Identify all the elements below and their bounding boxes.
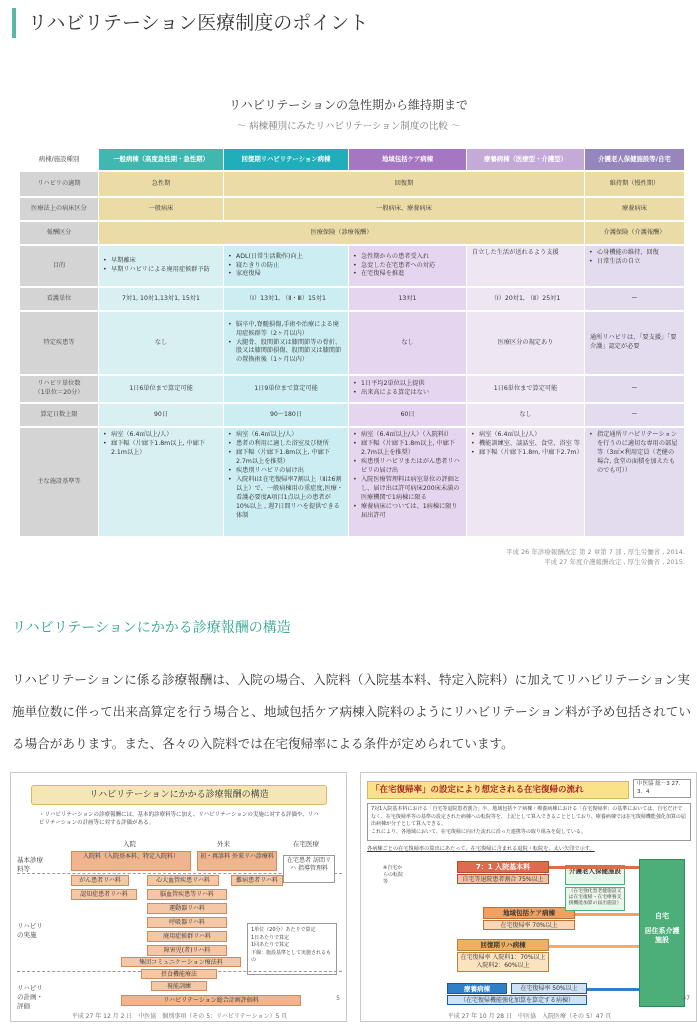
table-cell: • 心身機能の維持、回復 • 日常生活の自立 — [585, 246, 685, 288]
table-cell: （Ⅰ）20対1, （Ⅱ）25対1 — [467, 288, 585, 312]
row-label: 基本診療料等 — [17, 856, 43, 873]
table-row — [20, 198, 685, 222]
source-note: 平成 27 年度介護報酬改定 , 厚生労働省 , 2015. — [544, 558, 685, 566]
thumb-box: がん患者リハ料 — [71, 875, 129, 886]
thumb-page-no: 47 — [682, 995, 690, 1002]
table-cell: 60日 — [349, 404, 467, 428]
thumb-box: 在宅復帰率 入院料1：70%以上 入院料2：60%以上 — [457, 952, 549, 972]
section-heading: リハビリテーションにかかる診療報酬の構造 — [12, 620, 291, 636]
table-cell: 自立した生活が送れるよう支援 — [467, 246, 585, 288]
thumbnail-reimbursement-structure[interactable] — [10, 772, 347, 1022]
table-row — [20, 288, 685, 312]
table-row — [20, 312, 685, 376]
row-label: リハビリの実施 — [17, 922, 43, 939]
table-cell: なし — [467, 404, 585, 428]
table-cell: 維持期（慢性期） — [585, 172, 685, 198]
thumb-box: 呼吸器リハ料 — [147, 917, 227, 928]
thumb-ref: 中医協 総－3 27．3．4 — [633, 779, 691, 798]
thumb-box: 自宅 居住系介護施設 — [639, 859, 685, 1007]
row-label: 算定日数上限 — [20, 404, 99, 428]
thumb-box: 地域包括ケア病棟 — [483, 907, 575, 919]
header-general-ward: 一般病棟（高度急性期・急性期） — [99, 149, 224, 172]
thumb-box: 集団コミュニケーション療法料 — [121, 957, 241, 967]
thumb-box: 運動器リハ料 — [147, 903, 227, 914]
row-label: 目的 — [20, 246, 99, 288]
figure-title: リハビリテーションの急性期から維持期まで — [229, 98, 468, 112]
thumb-title: 「在宅復帰率」の設定により想定される在宅復帰の流れ — [367, 781, 629, 799]
thumb-box: （在宅強化型老健施設又は在宅復帰・在宅療養支援機能加算の届出施設） — [565, 887, 625, 911]
thumb-side-note: ※自宅からの転院等 — [383, 865, 404, 885]
table-cell: ー — [585, 288, 685, 312]
header-community-ward: 地域包括ケア病棟 — [349, 149, 467, 172]
thumb-box: 初・再診料 外来リハ診療料 — [197, 851, 277, 871]
thumb-box: リハビリテーション総合計画評価料 — [121, 995, 301, 1006]
thumb-box: 療養病棟 — [447, 983, 507, 994]
header-care-facility: 介護老人保健施設等/自宅 — [585, 149, 685, 172]
table-cell: 通所リハビリは、「要支援」「要介護」認定が必要 — [585, 312, 685, 376]
row-label: 医療法上の病床区分 — [20, 198, 99, 222]
thumb-box: 回復期リハ病棟 — [457, 939, 549, 951]
row-label: リハビリの適期 — [20, 172, 99, 198]
table-cell: • 1日平均2単位以上提供 • 出来高による算定はない — [349, 376, 467, 404]
table-cell: 1日9単位まで算定可能 — [224, 376, 349, 404]
table-cell: 90日 — [99, 404, 224, 428]
table-cell: ー — [585, 404, 685, 428]
body-paragraph: リハビリテーションに係る診療報酬は、入院の場合、入院料（入院基本料、特定入院料）に加えてリハビリテーション実施単位数に伴って出来高算定を行う場合と、地域包括ケア病棟入院料のようにリハビリテーション料が予め包括されている場合があります。また、各々の入院料では在宅復帰率による条件が定められています。 — [12, 672, 691, 751]
thumb-box: 介護老人保健施設 — [565, 865, 625, 885]
table-cell: 13対1 — [349, 288, 467, 312]
row-label: 特定疾患等 — [20, 312, 99, 376]
thumb-box: 摂食機能療法 — [141, 969, 217, 979]
table-cell: 介護保険（介護報酬） — [585, 222, 685, 246]
thumb-box: 心大血管疾患リハ料 — [147, 875, 219, 886]
table-row — [20, 376, 685, 404]
table-cell: 1日6単位まで算定可能 — [99, 376, 224, 404]
row-label: リハビリの計画・評価 — [17, 984, 43, 1010]
table-row — [20, 404, 685, 428]
table-cell: • 病室（6.4㎡以上/人）（入院料Ⅰ） • 廊下幅（片廊下1.8m以上, 中廊下2.7m以上を推奨） • 疾患別リハビリまたはがん患者リハビリの届け出 • 入院医療管理料は病室単位の評価とし、届け出は許可病床200床未満の医療機関で1病棟に限る • 療養病床については、1病棟に限り届出許可 — [349, 428, 467, 538]
thumb-bullets: 7対1入院基本料における「自宅等退院患者割合」や、地域包括ケア病棟・療養病棟における「在宅復帰率」の基準においては、自宅だけでなく、在宅復帰率等の基準の設定された病棟への転院等を、上記として算入できることとしており、療養病棟では在宅復帰機能強化加算の届出病棟が分子として算入できる。 これにより、各地域において、在宅復帰に向けた流れに沿った連携等の取り組みを促している。 — [367, 803, 691, 841]
table-row — [20, 246, 685, 288]
thumb-page-no: 5 — [336, 995, 340, 1002]
table-cell: 医療区分の規定あり — [467, 312, 585, 376]
header-long-term-ward: 療養病棟（医療型・介護型） — [467, 149, 585, 172]
row-label: 看護単位 — [20, 288, 99, 312]
figure-subtitle: ～ 病棟種別にみたリハビリテーション制度の比較 ～ — [236, 121, 461, 132]
table-cell: • 病室（6.4㎡以上/人） • 機能訓練室、談話室、食堂、浴室 等 • 廊下幅（片廊下1.8m, 中廊下2.7m） — [467, 428, 585, 538]
thumb-box: 脳血管疾患等リハ料 — [147, 889, 227, 900]
table-row — [20, 222, 685, 246]
table-cell: ー — [585, 376, 685, 404]
thumb-legend: 1単位（20分）あたりで算定 1日あたりで算定 1回あたりで算定 下線：施設基準として実施されるもの — [247, 923, 337, 975]
col-header: 入院 — [123, 840, 136, 848]
comparison-table — [20, 149, 685, 538]
table-cell: 回復期 — [224, 172, 585, 198]
row-label: リハビリ単位数 （1単位＝20分） — [20, 376, 99, 404]
row-label: 主な施設基準等 — [20, 428, 99, 538]
thumb-caption: 平成 27 年 12 月 2 日 中医協 個別事項（その 5：リハビリテーション）5 頁 — [71, 1013, 288, 1020]
thumb-box: 難病患者リハ料 — [231, 875, 283, 886]
table-cell: 医療保険（診療報酬） — [99, 222, 585, 246]
table-cell: 7対1, 10対1,13対1, 15対1 — [99, 288, 224, 312]
table-cell: 急性期 — [99, 172, 224, 198]
col-header: 外来 — [217, 840, 230, 848]
table-cell: 1日6単位まで算定可能 — [467, 376, 585, 404]
thumb-flow-note: 各病棟ごとの在宅復帰率の算出にあたって、在宅復帰に含まれる退院・転院を、太い矢印で示す。 — [367, 846, 595, 852]
table-cell: 90～180日 — [224, 404, 349, 428]
table-cell: （Ⅰ）13対1, （Ⅱ・Ⅲ）15対1 — [224, 288, 349, 312]
thumb-title: リハビリテーションにかかる診療報酬の構造 — [31, 785, 327, 805]
thumb-box: （在宅復帰機能強化加算を算定する病棟） — [447, 995, 587, 1005]
table-cell: なし — [99, 312, 224, 376]
table-cell: • 早期離床 • 早期リハビリによる廃用症候群予防 — [99, 246, 224, 288]
thumb-box: 自宅等退院患者割合 75%以上 — [457, 874, 549, 884]
table-cell: 一般病床、療養病床 — [224, 198, 585, 222]
thumb-box: 在宅復帰率 70%以上 — [483, 920, 575, 930]
thumb-caption: 平成 27 年 10 月 28 日 中医協 入院医療（その 5）47 頁 — [447, 1013, 612, 1020]
table-cell: • 指定通所リハビリテーションを行うのに適切な専用の部屋等（3㎡×利用定員（老健の場合, 食堂の面積を加えたものでも可）） — [585, 428, 685, 538]
thumb-box: 入院料（入院基本料、特定入院料） — [71, 851, 191, 871]
table-cell: 一般病床 — [99, 198, 224, 222]
table-cell: • 脳卒中,脊髄損傷,手術や治療による廃用症候群等（2ヶ月以内） • 大腿骨、股関節又は膝関節等の骨折、股又は膝関節損傷、股関節又は膝関節の置換術後（1ヶ月以内） — [224, 312, 349, 376]
table-cell: • 病室（6.4㎡以上/人） • 廊下幅（片廊下1.8m以上, 中廊下2.1m以上） — [99, 428, 224, 538]
thumb-box: 廃用症候群リハ料 — [147, 931, 227, 942]
thumb-box: 障害児(者)リハ料 — [147, 945, 227, 956]
table-header-row — [20, 149, 685, 172]
table-cell: • 急性期からの患者受入れ • 急変した在宅患者への対応 • 在宅復帰を推進 — [349, 246, 467, 288]
table-cell: なし — [349, 312, 467, 376]
table-cell: 療養病床 — [585, 198, 685, 222]
header-recovery-ward: 回復期リハビリテーション病棟 — [224, 149, 349, 172]
thumbnail-home-return-flow[interactable] — [360, 772, 697, 1022]
source-note: 平成 26 年診療報酬改定 第 2 章第 7 部 , 厚生労働省 , 2014. — [505, 548, 685, 556]
table-cell: • ADL(日常生活動作)向上 • 寝たきりの防止 • 家庭復帰 — [224, 246, 349, 288]
row-label: 報酬区分 — [20, 222, 99, 246]
table-row — [20, 172, 685, 198]
page-title: リハビリテーション医療制度のポイント — [12, 8, 368, 38]
thumb-box: 在宅患者 訪問リハ 指導管理料 — [283, 855, 335, 883]
header-label: 病棟/施設種別 — [20, 149, 99, 172]
thumb-box: 視能訓練 — [151, 981, 207, 991]
col-header: 在宅医療 — [293, 840, 319, 848]
table-cell: • 病室（6.4㎡以上/人） • 患者の利用に適した浴室及び便所 • 廊下幅（片廊下1.8m以上, 中廊下2.7m以上を推奨） • 疾患別リハビリの届け出 • 入院料Ⅰは在宅復帰率7割以上（Ⅱは6割以上）で、一般病棟用の重症度,医療・看護必要度A項目1点以上の患者が10%以上 , 週7日間リハを提供できる体制 — [224, 428, 349, 538]
thumb-box: 7：1 入院基本料 — [457, 861, 549, 873]
thumb-box: 在宅復帰率 50%以上 — [511, 983, 587, 994]
thumb-note: ・リハビリテーションの診療報酬には、基本的診療料等に加え、リハビリテーションの実施に対する評価や、リハビリテーションの計画等に対する評価がある。 — [39, 812, 319, 827]
thumb-box: 認知症患者リハ料 — [71, 889, 137, 900]
table-row — [20, 428, 685, 538]
